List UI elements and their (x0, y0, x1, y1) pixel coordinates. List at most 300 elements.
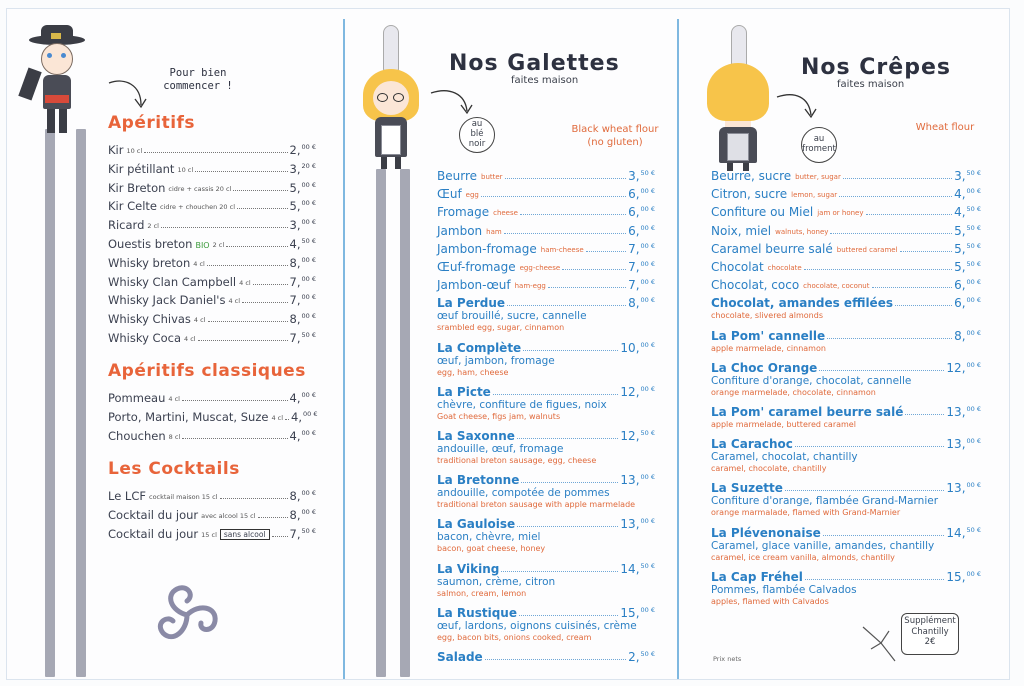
drink-name: Whisky Coca (108, 331, 181, 345)
menu-item-row (711, 403, 981, 419)
item-name: Fromage (437, 205, 490, 220)
menu-item (437, 427, 655, 466)
item-description-en: apple marmelade, buttered caramel (711, 420, 856, 429)
menu-item-row (711, 568, 981, 584)
drink-volume: avec alcool 15 cl (201, 511, 256, 520)
item-price (628, 296, 655, 310)
item-name: Jambon (437, 223, 483, 238)
price-main: 13, (946, 437, 966, 452)
price-cents: 00 € (301, 274, 316, 283)
dot-leader (900, 251, 953, 252)
item-name: Beurre, sucre (711, 169, 792, 183)
dot-leader (866, 214, 953, 215)
dot-leader (253, 284, 288, 285)
menu-item (437, 167, 655, 183)
drink-volume: 4 cl (193, 259, 205, 268)
drink-item (108, 177, 316, 195)
drink-item (108, 195, 316, 213)
menu-item-row (437, 383, 655, 399)
item-description-en: traditional breton sausage with apple marmelade (437, 500, 636, 510)
price-main: 6, (628, 187, 640, 202)
item-description-en: srambled egg, sugar, cinnamon (437, 323, 565, 333)
price-cents: 00 € (966, 437, 981, 446)
price-cents: 00 € (640, 205, 655, 214)
item-price (628, 187, 655, 201)
supplement-chantilly-box: Supplément Chantilly 2€ (901, 613, 959, 655)
dot-leader (839, 196, 952, 197)
menu-item-row (711, 294, 981, 310)
dot-leader (523, 350, 618, 351)
menu-item-row (437, 222, 655, 238)
item-description-en: bacon, goat cheese, honey (437, 544, 546, 554)
drink-price (290, 275, 316, 289)
drink-name: Whisky Chivas (108, 312, 191, 327)
price-main: 2, (628, 650, 640, 664)
menu-item (437, 240, 655, 256)
item-name: Œuf-fromage (437, 260, 516, 274)
dot-leader (258, 517, 288, 518)
price-cents: 50 € (301, 526, 316, 535)
item-price (946, 526, 981, 540)
price-main: 6, (628, 205, 640, 220)
item-price (620, 341, 655, 355)
price-cents: 50 € (640, 561, 655, 570)
dot-leader (485, 659, 626, 660)
drink-price (290, 218, 316, 232)
price-main: 7, (628, 260, 640, 274)
drink-volume: 4 cl (228, 297, 241, 306)
item-description-en: Goat cheese, figs jam, walnuts (437, 411, 561, 421)
left-pillar-1 (45, 129, 55, 677)
dot-leader (285, 419, 289, 420)
item-price (620, 385, 655, 399)
item-name: Jambon-œuf (437, 278, 511, 293)
dot-leader (272, 536, 288, 537)
menu-item (711, 403, 981, 430)
item-name: Beurre (437, 169, 477, 183)
menu-item (437, 203, 655, 219)
dot-leader (507, 305, 626, 306)
menu-item-row (437, 471, 655, 487)
price-cents: 00 € (640, 473, 655, 482)
menu-item-row (437, 167, 655, 183)
price-cents: 00 € (640, 260, 655, 268)
dot-leader (562, 269, 626, 270)
seagull-icon (859, 623, 899, 665)
drink-price (290, 181, 316, 195)
item-price (954, 187, 981, 201)
drink-volume: 2 cl (212, 241, 225, 249)
dot-leader (804, 269, 952, 270)
drink-name: Whisky Jack Daniel's (108, 293, 226, 308)
drink-price (290, 312, 316, 326)
drink-price (290, 527, 316, 541)
dot-leader (207, 265, 288, 266)
price-main: 7, (628, 241, 640, 256)
menu-item-row (711, 327, 981, 343)
item-price (954, 260, 981, 274)
item-price (954, 169, 981, 183)
menu-item (711, 167, 981, 183)
dot-leader (505, 178, 627, 179)
breton-man-illustration (21, 25, 91, 137)
price-cents: 00 € (640, 340, 655, 349)
menu-item (437, 648, 655, 664)
item-name: Salade (437, 650, 483, 664)
drink-name: Chouchen (108, 428, 166, 443)
item-description: Caramel, glace vanille, amandes, chantilly (711, 539, 935, 552)
item-name: La Complète (437, 340, 522, 355)
item-description: œuf, jambon, fromage (437, 354, 555, 367)
menu-item (437, 339, 655, 378)
price-main: 15, (620, 605, 640, 620)
item-description: Confiture d'orange, flambée Grand-Marnier (711, 495, 939, 508)
price-cents: 00 € (301, 293, 316, 302)
dot-leader (586, 251, 626, 252)
price-cents: 00 € (966, 187, 981, 196)
menu-item (437, 515, 655, 554)
item-price (628, 242, 655, 256)
item-name: Citron, sucre (711, 187, 788, 202)
price-main: 6, (954, 278, 966, 293)
item-name: Caramel beurre salé (711, 241, 833, 256)
menu-item-row (711, 203, 981, 219)
item-price (628, 224, 655, 238)
menu-item-row (437, 276, 655, 292)
aperitifs-heading: Apéritifs (108, 113, 196, 133)
drink-volume: cidre + chouchen 20 cl (160, 203, 236, 212)
price-cents: 00 € (640, 187, 655, 196)
price-cents: 00 € (640, 605, 655, 614)
item-price (628, 205, 655, 219)
item-description-en: caramel, ice cream vanilla, almonds, chantilly (711, 552, 895, 562)
price-main: 3, (289, 161, 301, 176)
drink-name: Pommeau (108, 391, 166, 405)
item-description: saumon, crème, citron (437, 575, 556, 588)
menu-item (711, 222, 981, 238)
item-description-en: salmon, cream, lemon (437, 588, 527, 598)
item-name: La Bretonne (437, 473, 520, 488)
drink-volume: 4 cl (168, 395, 180, 403)
item-price (946, 361, 981, 375)
price-main: 7, (289, 526, 301, 541)
item-name: Œuf (437, 187, 462, 202)
drink-name: Kir pétillant (108, 161, 175, 176)
menu-item (437, 604, 655, 643)
item-translation: jam or honey (817, 209, 864, 218)
menu-item-row (437, 648, 655, 664)
drink-volume: 4 cl (184, 335, 196, 343)
item-name: La Choc Orange (711, 360, 818, 375)
price-main: 14, (946, 525, 966, 540)
bio-label: BIO (195, 241, 210, 250)
item-translation: chocolate (767, 264, 802, 272)
price-main: 4, (289, 237, 301, 251)
menu-item (711, 203, 981, 219)
item-price (954, 278, 981, 292)
price-cents: 00 € (301, 507, 316, 516)
menu-item-row (437, 604, 655, 620)
menu-item (437, 185, 655, 201)
dot-leader (521, 482, 618, 483)
item-description-en: chocolate, slivered almonds (711, 311, 823, 321)
price-cents: 20 € (301, 161, 316, 170)
menu-item (437, 294, 655, 333)
coiffe-headdress (383, 25, 399, 71)
drink-item (108, 139, 316, 157)
dot-leader (872, 287, 953, 288)
price-main: 5, (289, 199, 301, 214)
item-translation: butter, sugar (795, 173, 841, 181)
dot-leader (208, 321, 288, 322)
dot-leader (481, 196, 626, 197)
item-price (954, 329, 981, 343)
item-description: andouille, œuf, fromage (437, 443, 564, 455)
price-main: 5, (289, 180, 301, 195)
drink-name: Whisky Clan Campbell (108, 274, 237, 289)
drink-item (108, 485, 316, 503)
menu-page (6, 8, 1010, 680)
price-main: 4, (954, 205, 966, 220)
price-main: 12, (620, 429, 640, 443)
arrow-icon (773, 91, 819, 125)
item-translation: egg-cheese (519, 264, 561, 272)
galettes-column (345, 9, 677, 681)
item-translation: ham-egg (514, 282, 546, 291)
drink-price (290, 489, 316, 503)
dot-leader (237, 208, 288, 209)
menu-item-row (437, 515, 655, 531)
dot-leader (805, 579, 945, 580)
price-main: 7, (289, 331, 301, 345)
price-cents: 00 € (966, 405, 981, 413)
menu-item-row (437, 258, 655, 274)
drink-item (108, 158, 316, 176)
menu-item-row (711, 276, 981, 292)
price-main: 8, (628, 296, 640, 311)
item-description: œuf brouillé, sucre, cannelle (437, 310, 587, 323)
drink-item (108, 387, 316, 405)
triskelion-icon (151, 581, 223, 647)
menu-item-row (437, 560, 655, 576)
left-pillar-2 (76, 129, 86, 677)
drink-price (290, 162, 316, 176)
price-cents: 50 € (640, 169, 655, 177)
price-main: 14, (620, 561, 640, 576)
item-name: Chocolat, amandes effilées (711, 296, 893, 311)
menu-item (437, 276, 655, 292)
price-main: 5, (954, 241, 966, 256)
item-name: Jambon-fromage (437, 241, 537, 256)
price-cents: 00 € (966, 569, 981, 578)
item-description-en: traditional breton sausage, egg, cheese (437, 456, 597, 465)
drink-name: Cocktail du jour (108, 526, 199, 541)
drink-price (290, 143, 316, 157)
classic-aperitifs-heading: Apéritifs classiques (108, 361, 306, 381)
menu-item (711, 294, 981, 321)
menu-item (437, 222, 655, 238)
price-cents: 00 € (303, 409, 318, 418)
menu-item-row (711, 240, 981, 256)
price-cents: 00 € (640, 278, 655, 287)
item-name: La Suzette (711, 481, 783, 496)
dot-leader (843, 178, 952, 179)
price-cents: 50 € (301, 331, 316, 339)
drink-price (291, 410, 317, 424)
dot-leader (517, 438, 619, 439)
price-cents: 00 € (640, 296, 655, 305)
price-main: 7, (289, 293, 301, 308)
drink-name: Ouestis breton (108, 237, 193, 251)
mid-pillar-1 (376, 169, 386, 677)
item-name: La Perdue (437, 296, 506, 311)
menu-item (711, 258, 981, 274)
price-main: 8, (289, 507, 301, 522)
price-main: 4, (954, 187, 966, 202)
dot-leader (830, 233, 952, 234)
price-main: 8, (954, 328, 966, 343)
price-cents: 00 € (301, 199, 316, 208)
menu-item-row (437, 185, 655, 201)
price-main: 8, (289, 489, 301, 503)
dot-leader (195, 171, 287, 172)
price-cents: 00 € (966, 481, 981, 490)
price-cents: 00 € (966, 360, 981, 369)
price-main: 8, (289, 312, 301, 327)
item-price (628, 260, 655, 274)
item-name: Confiture ou Miel (711, 205, 814, 220)
cocktails-heading: Les Cocktails (108, 459, 240, 479)
price-main: 6, (954, 296, 966, 311)
price-main: 12, (620, 384, 640, 399)
mid-pillar-2 (400, 169, 410, 677)
price-cents: 00 € (640, 517, 655, 526)
dot-leader (182, 400, 288, 401)
menu-item-row (437, 240, 655, 256)
prix-nets-note: Prix nets (713, 655, 742, 663)
price-cents: 00 € (966, 278, 981, 287)
item-translation: ham (486, 227, 502, 236)
drink-item (108, 504, 316, 522)
price-cents: 00 € (966, 328, 981, 337)
menu-item-row (437, 203, 655, 219)
dot-leader (795, 446, 945, 447)
menu-item (437, 383, 655, 422)
dot-leader (520, 214, 626, 215)
dot-leader (198, 340, 288, 341)
price-main: 7, (628, 278, 640, 293)
dot-leader (519, 615, 618, 616)
item-price (946, 437, 981, 451)
price-cents: 50 € (640, 650, 655, 658)
item-name: La Pom' cannelle (711, 328, 826, 343)
drink-volume: 10 cl (126, 147, 143, 155)
dot-leader (548, 287, 626, 288)
galettes-flour-note: Black wheat flour (no gluten) (571, 124, 659, 148)
price-cents: 50 € (301, 237, 316, 245)
crepes-subtitle: faites maison (837, 79, 905, 90)
drink-item (108, 406, 316, 424)
item-translation: buttered caramel (836, 245, 898, 254)
item-price (620, 562, 655, 576)
dot-leader (226, 246, 287, 247)
drink-price (290, 331, 316, 345)
menu-item-row (711, 524, 981, 540)
item-price (954, 296, 981, 310)
item-description-en: orange marmelade, chocolate, cinnamon (711, 387, 876, 397)
item-price (620, 606, 655, 620)
item-translation: egg (465, 191, 479, 200)
drink-volume: 4 cl (239, 278, 251, 287)
dot-leader (819, 370, 944, 371)
arrow-icon (105, 77, 149, 113)
dot-leader (182, 438, 287, 439)
drink-price (290, 508, 316, 522)
drink-price (290, 293, 316, 307)
drink-item (108, 233, 316, 251)
dot-leader (785, 490, 945, 491)
item-name: La Carachoc (711, 437, 793, 452)
price-cents: 00 € (640, 223, 655, 232)
drink-volume: 4 cl (193, 316, 206, 325)
item-description-en: egg, ham, cheese (437, 367, 509, 377)
price-cents: 00 € (301, 312, 316, 321)
item-translation: lemon, sugar (791, 191, 838, 200)
menu-item (711, 240, 981, 256)
item-name: Noix, miel (711, 223, 772, 238)
menu-item-row (437, 294, 655, 310)
menu-item-row (711, 435, 981, 451)
drink-volume: 10 cl (177, 165, 194, 174)
item-name: La Pom' caramel beurre salé (711, 405, 904, 419)
item-description: Confiture d'orange, chocolat, cannelle (711, 374, 912, 387)
price-cents: 00 € (640, 241, 655, 250)
item-name: La Cap Fréhel (711, 569, 803, 584)
drink-volume: 8 cl (168, 432, 181, 441)
item-name: La Gauloise (437, 517, 516, 532)
price-main: 13, (620, 517, 640, 532)
item-description-en: orange marmalade, flamed with Grand-Marnier (711, 508, 901, 518)
item-translation: butter (481, 173, 503, 181)
item-price (946, 481, 981, 495)
price-cents: 50 € (966, 169, 981, 177)
price-main: 4, (289, 428, 301, 443)
menu-item (711, 568, 981, 607)
price-main: 12, (946, 360, 966, 375)
drink-price (290, 237, 316, 251)
drink-price (290, 199, 316, 213)
menu-item-row (711, 185, 981, 201)
menu-item (711, 327, 981, 354)
dot-leader (501, 571, 618, 572)
drink-volume: cidre + cassis 20 cl (168, 184, 232, 193)
price-main: 6, (628, 223, 640, 238)
price-main: 2, (289, 143, 301, 157)
item-price (628, 650, 655, 664)
price-main: 15, (946, 569, 966, 584)
drink-volume: 15 cl (201, 530, 217, 539)
price-cents: 50 € (966, 205, 981, 214)
item-description-en: apples, flamed with Calvados (711, 596, 829, 606)
price-cents: 00 € (301, 255, 316, 264)
price-main: 4, (289, 391, 301, 405)
drink-name: Ricard (108, 218, 145, 233)
drink-volume: 2 cl (147, 222, 159, 231)
dot-leader (823, 535, 945, 536)
crepes-column (679, 9, 1011, 681)
item-price (628, 169, 655, 183)
drink-price (290, 391, 316, 405)
